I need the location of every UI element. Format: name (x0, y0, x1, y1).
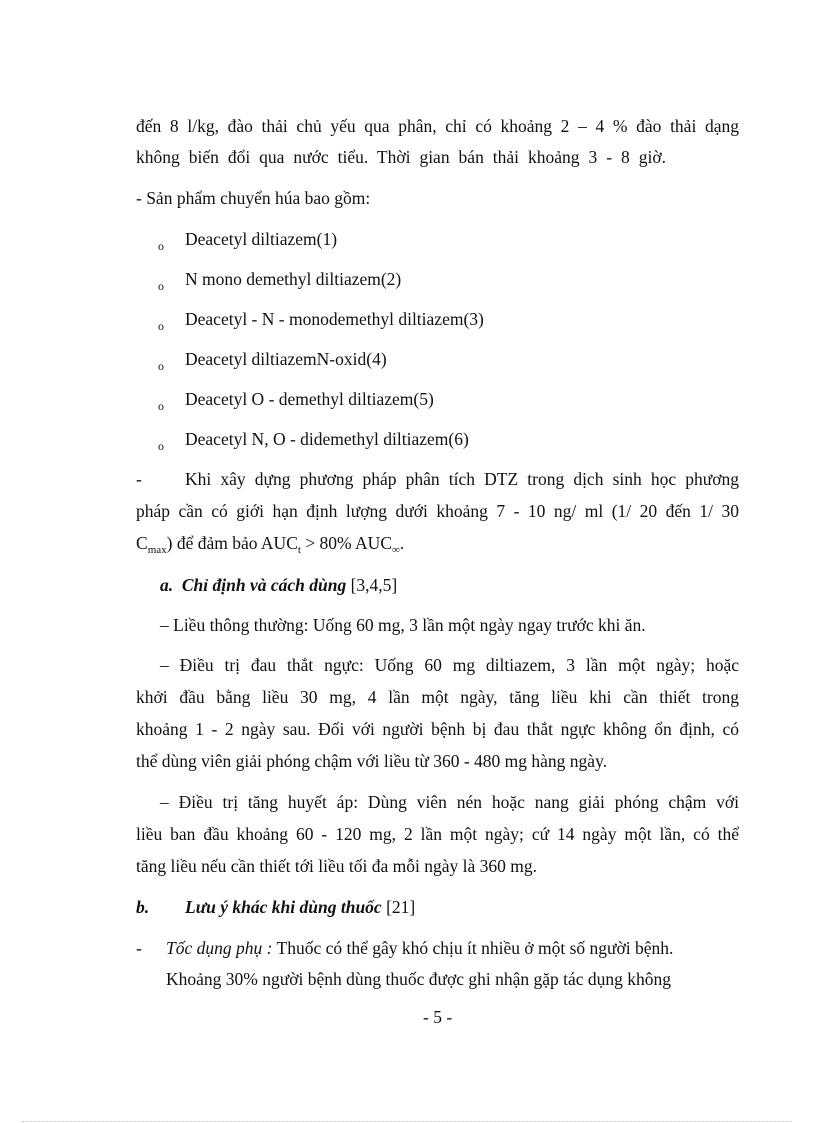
section-a-heading: a. Chỉ định và cách dùng [3,4,5] (160, 575, 398, 595)
bullet-icon: o (158, 239, 164, 253)
section-a-ref: [3,4,5] (346, 575, 398, 595)
side-effects-dash: - (136, 938, 142, 958)
dosage-usual: – Liều thông thường: Uống 60 mg, 3 lần một ngày ngay trước khi ăn. (160, 615, 646, 635)
side-effects-label: Tốc dụng phụ : (166, 938, 273, 958)
metabolite-item: Deacetyl diltiazem(1) (185, 229, 338, 249)
metabolites-intro: - Sản phẩm chuyển húa bao gồm: (136, 188, 371, 208)
page-number: - 5 - (423, 1007, 453, 1027)
dosage-angina-line3: khoảng 1 - 2 ngày sau. Đối với người bệnh bị đau thắt ngực không ổn định, có (136, 719, 739, 739)
method-line3: $C_{max}$) để đảm bảo $AUC_t > 80\%$ $AUC_\infty$. (136, 533, 405, 556)
side-effects-line1: Tốc dụng phụ : Thuốc có thể gây khó chịu ít nhiều ở một số người bệnh. (166, 938, 674, 958)
metabolite-item: Deacetyl diltiazemN-oxid(4) (185, 349, 387, 369)
bullet-icon: o (158, 399, 164, 413)
section-b-heading: b. Lưu ý khác khi dùng thuốc [21] (136, 897, 416, 917)
method-line1: Khi xây dựng phương pháp phân tích DTZ trong dịch sinh học phương (185, 469, 739, 489)
section-b-ref: [21] (381, 897, 416, 917)
method-line2: pháp cần có giới hạn định lượng dưới khoảng 7 - 10 ng/ ml (1/ 20 đến 1/ 30 (136, 501, 739, 521)
para1-line1: đến 8 l/kg, đào thải chủ yếu qua phân, chỉ có khoảng 2 – 4 % đào thải dạng (136, 116, 739, 136)
metabolite-item: Deacetyl - N - monodemethyl diltiazem(3) (185, 309, 484, 329)
bullet-icon: o (158, 319, 164, 333)
bullet-icon: o (158, 279, 164, 293)
method-dash: - (136, 469, 142, 489)
dosage-angina-line4: thể dùng viên giải phóng chậm với liều từ 360 - 480 mg hàng ngày. (136, 751, 608, 771)
page-bottom-divider (22, 1121, 792, 1122)
dosage-angina-line2: khởi đầu bằng liều 30 mg, 4 lần một ngày, tăng liều khi cần thiết trong (136, 687, 739, 707)
section-a-title: Chỉ định và cách dùng (181, 575, 347, 595)
dosage-htn-line3: tăng liều nếu cần thiết tới liều tối đa mỗi ngày là 360 mg. (136, 856, 537, 876)
section-b-title: Lưu ý khác khi dùng thuốc [21] (185, 897, 416, 917)
dosage-htn-line1: – Điều trị tăng huyết áp: Dùng viên nén hoặc nang giải phóng chậm với (160, 792, 739, 812)
bullet-icon: o (158, 439, 164, 453)
metabolite-item: Deacetyl O - demethyl diltiazem(5) (185, 389, 434, 409)
para1-line2: không biến đổi qua nước tiểu. Thời gian bán thải khoảng 3 - 8 giờ. (136, 147, 666, 167)
dosage-angina-line1: – Điều trị đau thắt ngực: Uống 60 mg diltiazem, 3 lần một ngày; hoặc (160, 655, 739, 675)
bullet-icon: o (158, 359, 164, 373)
side-effects-line2: Khoảng 30% người bệnh dùng thuốc được ghi nhận gặp tác dụng không (166, 969, 672, 989)
metabolite-item: Deacetyl N, O - didemethyl diltiazem(6) (185, 429, 469, 449)
dosage-htn-line2: liều ban đầu khoảng 60 - 120 mg, 2 lần một ngày; cứ 14 ngày một lần, có thể (136, 824, 739, 844)
metabolite-item: N mono demethyl diltiazem(2) (185, 269, 402, 289)
